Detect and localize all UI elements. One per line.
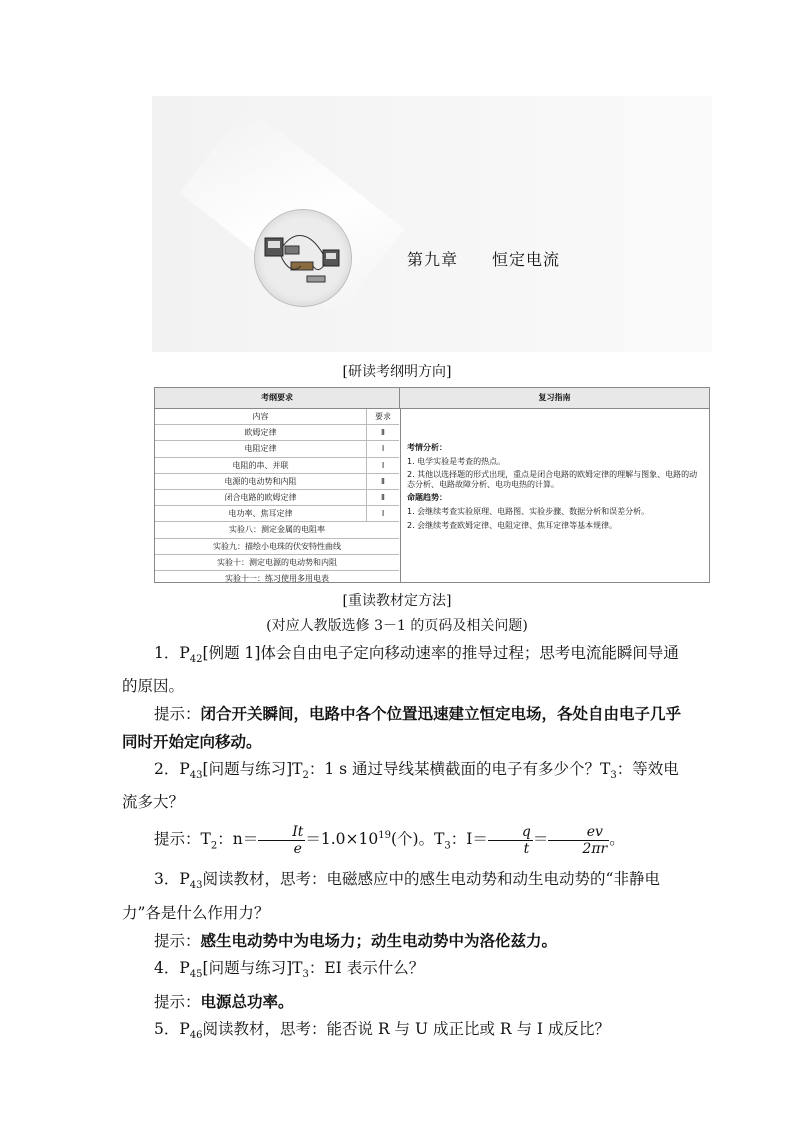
analysis-item: 2. 其他以选择题的形式出现，重点是闭合电路的欧姆定律的理解与图象、电路的动态分析、电路故障分析、电功电热的计算。 [407,470,698,489]
table-cell: Ⅰ [381,509,385,519]
hint-2 [122,816,682,866]
formula-part: (个)。T [390,830,445,849]
table-row [155,425,399,441]
hint-text: 感生电动势中为电场力；动生电动势中为洛伦兹力。 [200,930,558,950]
table-row [155,474,399,490]
trend-item: 2. 会继续考查欧姆定律、电阻定律、焦耳定律等基本规律。 [407,520,618,530]
table-row [155,555,399,571]
table-cell: 电阻定律 [155,441,367,456]
table-row [155,441,399,457]
subscript: 2 [210,840,218,852]
table-cell: Ⅱ [381,476,385,486]
table-cell: 电源的电动势和内阻 [155,474,367,489]
question-number: 4．P [154,958,190,977]
table-cell: 电功率、焦耳定律 [155,506,367,521]
question-text: [例题 1]体会自由电子定向移动速率的推导过程；思考电流能瞬间导通的原因。 [122,644,679,696]
hint-3 [122,927,682,955]
table-row [155,539,399,555]
question-text: ：EI 表示什么？ [308,958,425,977]
question-number: 1．P [154,644,190,662]
table-cell: 实验十一：练习使用多用电表 [225,573,329,583]
table-row [155,522,399,538]
hint-label: 提示： [154,705,201,724]
trend-item: 1. 会继续考查实验原理、电路图、实验步骤、数据分析和误差分析。 [407,506,650,516]
question-text: [问题与练习]T [202,760,303,779]
question-text: 阅读教材，思考：电磁感应中的感生电动势和动生电动势的“非静电力”各是什么作用力？ [122,870,660,922]
fraction-denominator: t [523,840,530,857]
question-number: 3．P [154,870,190,889]
page-number: 43 [189,880,203,892]
analysis-title: 考情分析： [407,443,447,452]
page-number: 42 [189,654,203,666]
page-number: 45 [189,968,203,980]
table-cell: 要求 [375,412,391,421]
hint-1 [122,700,682,756]
question-5 [122,1016,682,1049]
formula-part: ＝1.0×10 [305,830,379,849]
table-row [155,409,399,425]
hint-text: 闭合开关瞬间，电路中各个位置迅速建立恒定电场，各处自由电子几乎同时开始定向移动。 [122,704,682,752]
question-3 [122,866,682,926]
table-cell: 实验九：描绘小电珠的伏安特性曲线 [213,541,341,551]
fraction [488,824,533,857]
chapter-title: 第九章 恒定电流 [407,250,561,269]
formula-part: ＝ [532,830,549,849]
exponent: 19 [378,830,391,842]
page-number: 43 [189,770,203,782]
table-cell: Ⅰ [381,444,385,454]
page-number: 46 [189,1029,203,1041]
fraction-numerator: q [488,824,533,841]
question-text: [问题与练习]T [202,958,303,977]
review-guide-column [400,409,709,582]
circuit-apparatus-icon [255,210,351,306]
question-4 [122,955,682,988]
table-header-guide: 复习指南 [400,388,709,409]
syllabus-table [154,387,710,583]
fraction-denominator: e [293,840,302,857]
hint-text: 电源总功率。 [200,991,294,1011]
question-2 [122,756,682,816]
question-text: ：等效电流多大？ [122,760,679,812]
analysis-item: 1. 电学实验是考查的热点。 [407,456,506,466]
fraction-denominator: 2πr [582,840,608,857]
question-number: 5．P [154,1019,190,1038]
table-cell: 内容 [155,409,367,424]
formula-part: T [200,830,211,849]
table-cell: 实验八：测定金属的电阻率 [229,525,325,535]
table-header-requirements: 考纲要求 [155,388,400,409]
table-row [155,506,399,522]
formula-part: 。 [609,830,625,849]
table-row [155,458,399,474]
subscript: 3 [610,770,617,782]
fraction [548,824,609,857]
section-heading-textbook: [重读教材定方法] [342,593,452,609]
subscript: 3 [302,968,309,980]
hint-label: 提示： [154,931,201,950]
subscript: 2 [302,770,309,782]
requirements-column [155,409,399,586]
fraction-numerator: ev [548,824,609,841]
question-1 [122,640,682,700]
section-subheading: (对应人教版选修 3－1 的页码及相关问题) [266,618,528,634]
table-cell: 电阻的串、并联 [155,458,367,473]
formula-part: ：n＝ [217,830,259,849]
fraction-numerator: It [258,824,305,841]
hint-label: 提示： [154,992,201,1011]
table-cell: 闭合电路的欧姆定律 [155,490,367,505]
table-cell: 欧姆定律 [155,425,367,440]
subscript: 3 [444,840,451,852]
table-row [155,490,399,506]
question-text: ：1 s 通过导线某横截面的电子有多少个？T [308,760,611,779]
fraction [258,824,305,857]
formula-part: ：I＝ [450,830,488,849]
table-cell: Ⅰ [381,460,385,470]
trend-title: 命题趋势： [407,493,447,503]
table-cell: Ⅱ [381,428,385,438]
question-number: 2．P [154,760,190,779]
question-list [122,640,682,1049]
hint-4 [122,988,682,1016]
circuit-illustration [254,209,352,307]
section-heading-outline: [研读考纲明方向] [342,364,452,380]
hint-label: 提示： [154,830,201,849]
table-row [155,571,399,586]
question-text: 阅读教材，思考：能否说 R 与 U 成正比或 R 与 I 成反比？ [202,1019,610,1038]
chapter-banner [152,96,712,352]
table-cell: Ⅱ [381,492,385,502]
table-cell: 实验十：测定电源的电动势和内阻 [217,557,337,567]
